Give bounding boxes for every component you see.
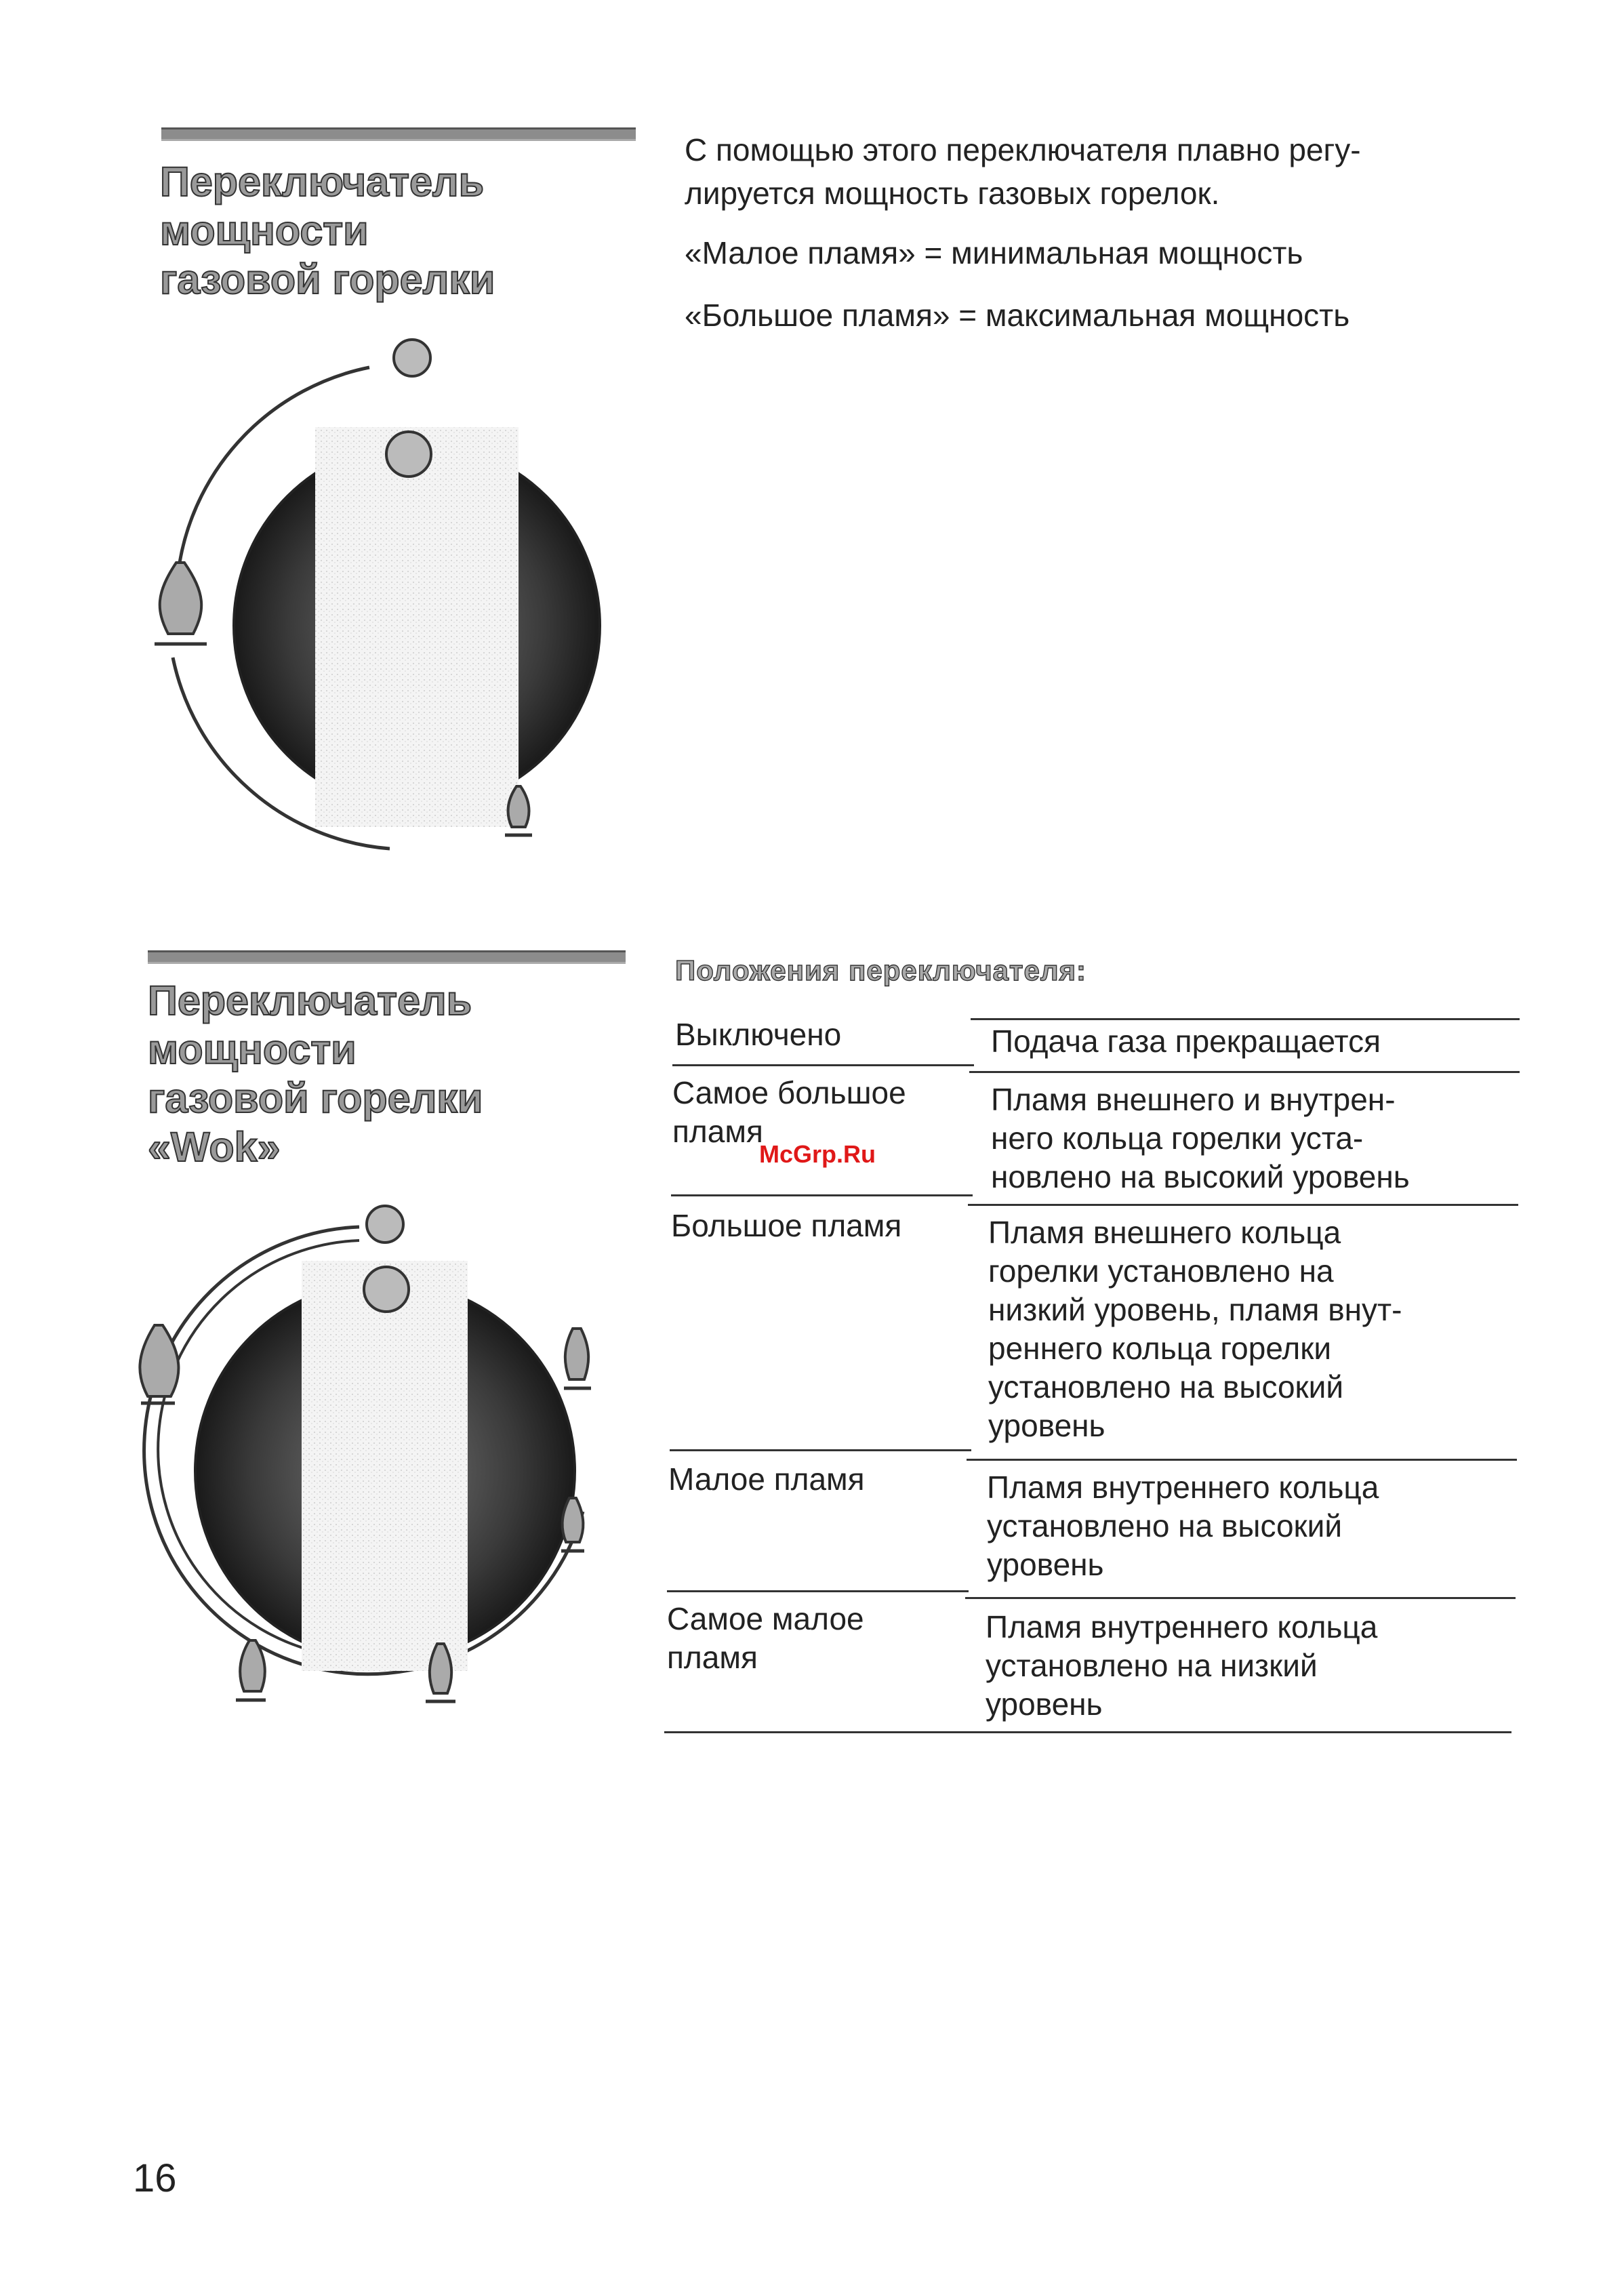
burner-knob-diagram bbox=[136, 325, 610, 868]
table-rule bbox=[667, 1590, 969, 1592]
knob-indicator bbox=[364, 1267, 409, 1312]
table-cell-position: Самое большое пламя bbox=[672, 1075, 906, 1149]
table-rule bbox=[664, 1731, 1511, 1733]
section1-rule bbox=[161, 127, 636, 141]
table-cell-description: Пламя внешнего кольца горелки установлено на низкий уровень, пламя внут- реннего кольца горелки установлено на высокий уровень bbox=[988, 1215, 1402, 1443]
table-cell-position: Большое пламя bbox=[671, 1208, 902, 1243]
large-flame-icon bbox=[155, 563, 207, 644]
table-cell-position: Самое малое пламя bbox=[667, 1601, 864, 1675]
section2-heading: Переключатель мощности газовой горелки «Wok» bbox=[148, 977, 483, 1170]
table-rule bbox=[971, 1018, 1520, 1020]
knob-grip bbox=[302, 1261, 468, 1671]
large-flame-icon bbox=[564, 1329, 591, 1388]
table-rule bbox=[967, 1459, 1517, 1461]
table-rule bbox=[969, 1071, 1520, 1073]
page-number: 16 bbox=[133, 2156, 177, 2200]
table-rule bbox=[968, 1204, 1518, 1206]
wok-burner-knob-diagram bbox=[129, 1186, 617, 1729]
large-flame-note: «Большое пламя» = максимальная мощность bbox=[685, 298, 1350, 333]
knob-indicator bbox=[386, 432, 431, 477]
table-cell-description: Подача газа прекращается bbox=[991, 1024, 1381, 1059]
table-rule bbox=[965, 1597, 1516, 1599]
table-cell-position: Выключено bbox=[675, 1017, 842, 1052]
max-flame-icon bbox=[140, 1325, 178, 1403]
intro-line-1: С помощью этого переключателя плавно регу- bbox=[685, 132, 1361, 167]
table-rule bbox=[672, 1064, 974, 1066]
min-flame-icon-left bbox=[236, 1640, 266, 1700]
table-cell-description: Пламя внешнего и внутрен- него кольца горелки уста- новлено на высокий уровень bbox=[991, 1082, 1410, 1194]
intro-line-2: лируется мощность газовых горелок. bbox=[685, 176, 1220, 211]
section1-intro bbox=[685, 126, 1539, 217]
table-rule bbox=[671, 1194, 973, 1196]
small-flame-icon bbox=[561, 1498, 584, 1551]
small-flame-note: «Малое пламя» = минимальная мощность bbox=[685, 235, 1303, 270]
off-position-marker bbox=[394, 340, 430, 376]
watermark: McGrp.Ru bbox=[759, 1140, 876, 1168]
table-cell-position: Малое пламя bbox=[668, 1461, 865, 1497]
section1-heading: Переключатель мощности газовой горелки bbox=[160, 159, 495, 302]
section2-rule bbox=[148, 950, 626, 964]
table-title: Положения переключателя: bbox=[675, 954, 1087, 986]
off-position-marker bbox=[367, 1206, 403, 1242]
knob-grip bbox=[315, 427, 519, 827]
table-cell-description: Пламя внутреннего кольца установлено на низкий уровень bbox=[986, 1609, 1378, 1722]
table-cell-description: Пламя внутреннего кольца установлено на высокий уровень bbox=[987, 1470, 1379, 1582]
table-rule bbox=[670, 1449, 971, 1451]
